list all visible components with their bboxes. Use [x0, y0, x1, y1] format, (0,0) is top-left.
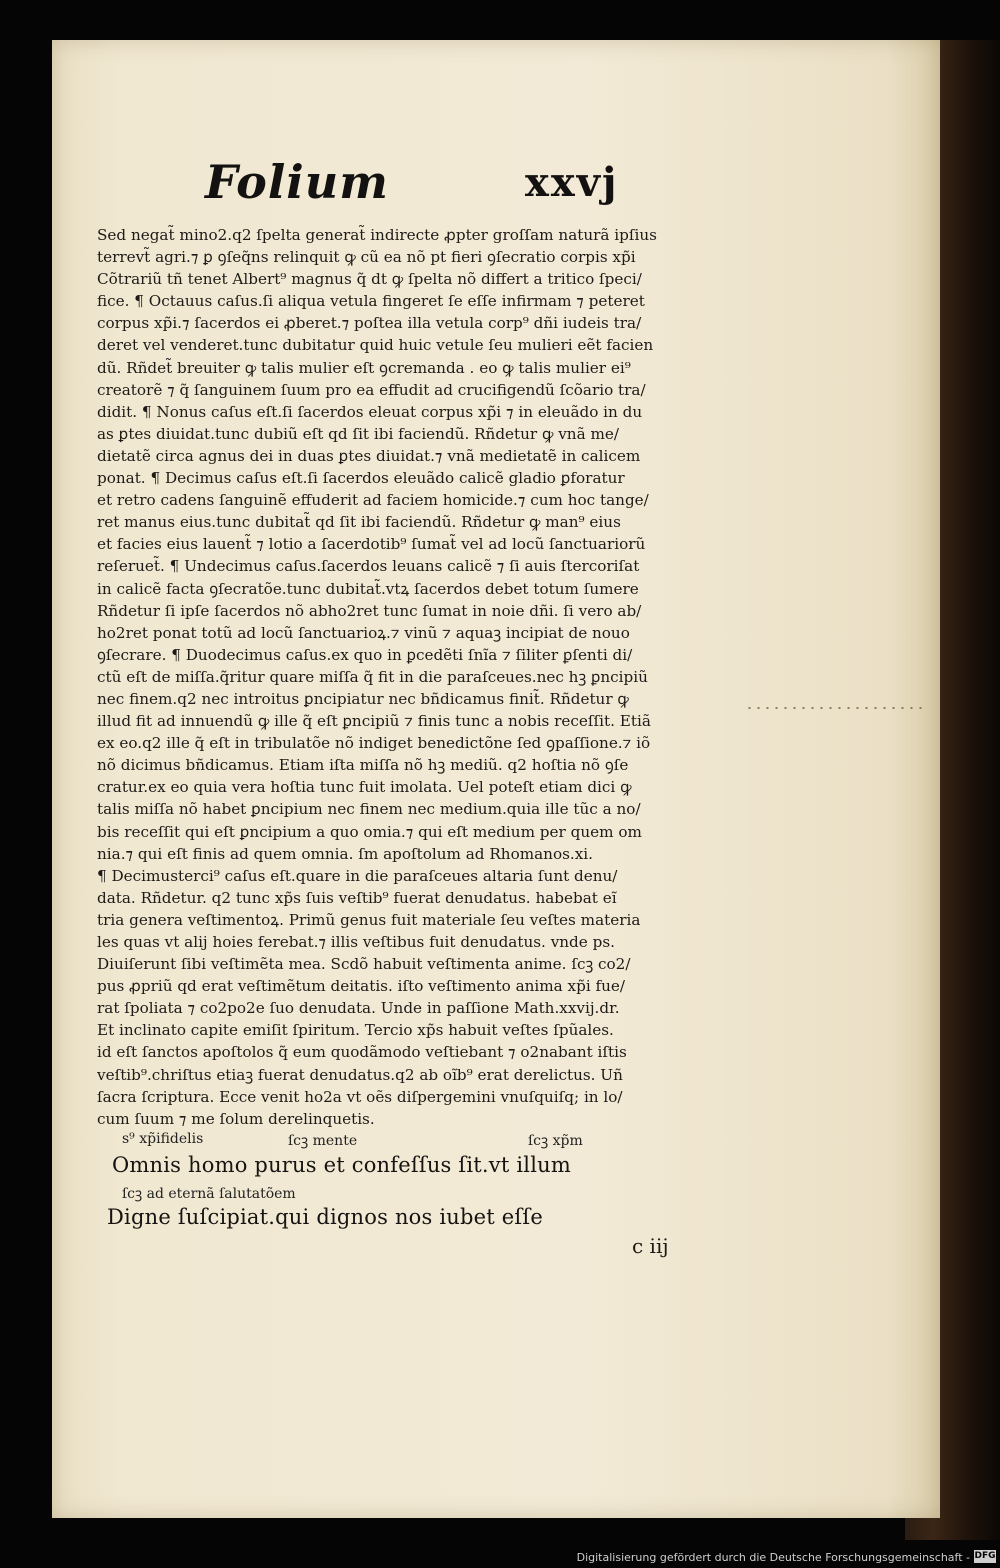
- text-line: ctũ eſt de miſſa.q̃ritur quare miſſa q̃ fit in die paraſceues.nec hꝫ ꝑncipiũ: [97, 667, 648, 686]
- text-line: ponat. ¶ Decimus caſus eſt.ſi ſacerdos eleuãdo calicẽ gladio ꝑforatur: [97, 469, 625, 488]
- text-line: rat ſpoliata ⁊ co2po2e ſuo denudata. Unde in paſſione Math.xxvij.dr.: [97, 999, 620, 1018]
- text-line: pus ꝓpriũ qd erat veſtimẽtum deitatis. iſto veſtimento anima xp̃i fue/: [97, 977, 626, 996]
- text-line: ret manus eius.tunc dubitat̃ qd ſit ibi faciendũ. Rñdetur ꝙ man⁹ eius: [97, 513, 621, 532]
- running-head-title: Folium: [205, 155, 389, 209]
- text-line: cratur.ex eo quia vera hoſtia tunc fuit imolata. Uel poteſt etiam dici ꝙ: [97, 778, 632, 797]
- text-line: dũ. Rñdet̃ breuiter ꝙ talis mulier eſt ꝯcremanda . eo ꝙ talis mulier ei⁹: [97, 358, 631, 377]
- text-line: deret vel venderet.tunc dubitatur quid huic vetule ſeu mulieri eẽt facien: [97, 336, 654, 355]
- margin-dot-row: [745, 707, 925, 709]
- verse-line-2: Digne ſuſcipiat.qui dignos nos iubet eſſe: [107, 1205, 543, 1229]
- text-line: les quas vt alij hoies ferebat.⁊ illis veſtibus fuit denudatus. vnde ps.: [97, 933, 615, 951]
- verse-line-1: Omnis homo purus et confeſſus ſit.vt illum: [112, 1153, 571, 1177]
- text-line: ho2ret ponat totũ ad locũ ſanctuarioꝝ.⁊ vinũ ⁊ aquaꝫ incipiat de nouo: [97, 623, 630, 642]
- text-line: ꝯſecrare. ¶ Duodecimus caſus.ex quo in ꝑcedẽti ſnĩa ⁊ ſiliter ꝑſenti di/: [97, 645, 633, 664]
- interlinear-gloss-1a: s⁹ xp̃ifidelis: [122, 1131, 204, 1147]
- text-line: veſtib⁹.chriſtus etiaꝫ fuerat denudatus.q2 ab oĩb⁹ erat derelictus. Uñ: [97, 1065, 623, 1084]
- running-head: [205, 155, 625, 219]
- text-line: tria genera veſtimentoꝝ. Primũ genus fuit materiale ſeu veſtes materia: [97, 910, 641, 929]
- folio-number: xxvj: [525, 159, 619, 206]
- text-line: fice. ¶ Octauus caſus.ſi aliqua vetula fingeret ſe eſſe infirmam ⁊ peteret: [97, 292, 645, 311]
- text-line: Rñdetur ſi ipſe ſacerdos nõ abho2ret tunc ſumat in noie dñi. ſi vero ab/: [97, 601, 642, 620]
- text-line: et retro cadens ſanguinẽ effuderit ad faciem homicide.⁊ cum hoc tange/: [97, 491, 649, 510]
- text-line: et facies eius lauent̃ ⁊ lotio a ſacerdotib⁹ ſumat̃ vel ad locũ ſanctuariorũ: [97, 535, 646, 554]
- interlinear-gloss-1b: ſcꝫ mente: [288, 1133, 358, 1149]
- main-text-block: [97, 224, 737, 1130]
- text-line: dietatẽ circa agnus dei in duas ꝑtes diuidat.⁊ vnã medietatẽ in calicem: [97, 446, 641, 465]
- text-line: didit. ¶ Nonus caſus eſt.ſi ſacerdos eleuat corpus xp̃i ⁊ in eleuãdo in du: [97, 402, 643, 421]
- text-line: Sed negat̃ mino2.q2 ſpelta generat̃ indirecte ꝓpter groſſam naturã ipſius: [97, 226, 657, 244]
- text-line: bis receſſit qui eſt ꝑncipium a quo omia.⁊ qui eſt medium per quem om: [97, 822, 642, 841]
- footer-bar: [0, 1542, 1000, 1568]
- interlinear-gloss-1c: ſcꝫ xp̃m: [528, 1133, 583, 1149]
- text-line: in calicẽ facta ꝯſecratõe.tunc dubitat̃.vtꝝ ſacerdos debet totum ſumere: [97, 579, 639, 598]
- text-line: Cõtrariũ tñ tenet Albert⁹ magnus q̃ dt ꝙ ſpelta nõ differt a tritico ſpeci/: [97, 270, 642, 289]
- interlinear-gloss-2: ſcꝫ ad eternã ſalutatõem: [122, 1186, 296, 1202]
- text-line: id eſt ſanctos apoſtolos q̃ eum quodãmodo veſtiebant ⁊ o2nabant iſtis: [97, 1043, 627, 1062]
- text-line: creatorẽ ⁊ q̃ ſanguinem ſuum pro ea effudit ad crucifigendũ ſcõario tra/: [97, 380, 646, 399]
- text-line: Et inclinato capite emiſit ſpiritum. Tercio xp̃s habuit veſtes ſpũales.: [97, 1021, 614, 1040]
- dfg-logo: DFG: [974, 1551, 996, 1561]
- text-line: nõ dicimus bñdicamus. Etiam iſta miſſa nõ hꝫ mediũ. q2 hoſtia nõ ꝯſe: [97, 756, 629, 775]
- text-line: reſeruet̃. ¶ Undecimus caſus.ſacerdos leuans calicẽ ⁊ ſi auis ſtercoriſat: [97, 557, 640, 576]
- signature-mark: c iij: [632, 1234, 669, 1258]
- text-line: corpus xp̃i.⁊ ſacerdos ei ꝓberet.⁊ poſtea illa vetula corp⁹ dñi iudeis tra/: [97, 314, 642, 333]
- text-line: illud fit ad innuendũ ꝙ ille q̃ eſt ꝑncipiũ ⁊ finis tunc a nobis receſſit. Etiã: [97, 712, 651, 731]
- text-line: data. Rñdetur. q2 tunc xp̃s ſuis veſtib⁹ fuerat denudatus. habebat eĩ: [97, 888, 617, 907]
- text-line: cum ſuum ⁊ me ſolum derelinquetis.: [97, 1109, 375, 1128]
- text-line: nia.⁊ qui eſt finis ad quem omnia. ſm apoſtolum ad Rhomanos.xi.: [97, 844, 593, 863]
- text-line: Diuiſerunt ſibi veſtimẽta mea. Scdõ habuit veſtimenta anime. ſcꝫ co2/: [97, 955, 631, 974]
- text-line: ſacra ſcriptura. Ecce venit ho2a vt oẽs diſpergemini vnuſquiſq; in lo/: [97, 1087, 623, 1106]
- text-line: talis miſſa nõ habet ꝑncipium nec finem nec medium.quia ille tũc a no/: [97, 800, 641, 819]
- text-line: as ꝑtes diuidat.tunc dubiũ eſt qd ſit ibi faciendũ. Rñdetur ꝙ vnã me/: [97, 424, 619, 443]
- footer-credit: Digitalisierung gefördert durch die Deutsche Forschungsgemeinschaft -: [576, 1551, 970, 1564]
- text-line: ¶ Decimusterci⁹ caſus eſt.quare in die paraſceues altaria ſunt denu/: [97, 866, 618, 885]
- text-line: ex eo.q2 ille q̃ eſt in tribulatõe nõ indiget benedictõne ſed ꝯpaſſione.⁊ iõ: [97, 734, 651, 753]
- text-line: terrevt̃ agri.⁊ ꝑ ꝯſeq̃ns relinquit ꝙ cũ ea nõ pt fieri ꝯſecratio corpis xp̃i: [97, 248, 636, 267]
- text-line: nec finem.q2 nec introitus ꝑncipiatur nec bñdicamus finit̃. Rñdetur ꝙ: [97, 689, 629, 708]
